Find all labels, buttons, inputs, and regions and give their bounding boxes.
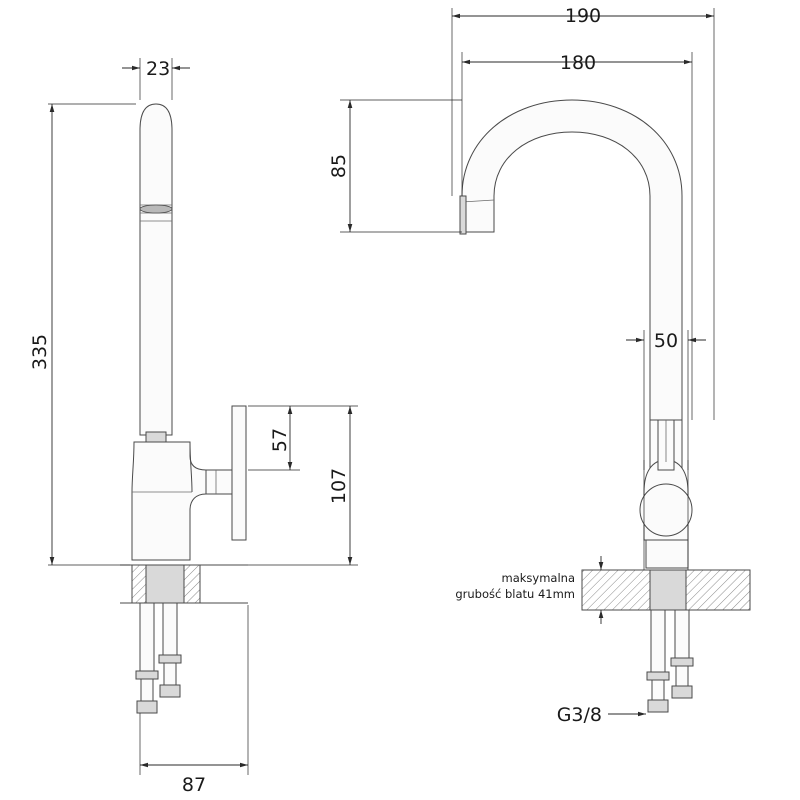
- dimension-23-label: 23: [146, 58, 171, 80]
- dimension-107: [248, 406, 358, 565]
- dimension-335: [29, 104, 136, 565]
- faucet-body-left: [132, 442, 232, 560]
- faucet-body-right: [640, 420, 692, 568]
- dimension-57: [248, 406, 300, 470]
- dimension-57-label: 57: [269, 427, 291, 453]
- worktop-block-right: [582, 570, 750, 610]
- supply-shanks-left: [136, 603, 181, 713]
- worktop-note-line2: grubość blatu 41mm: [455, 587, 575, 601]
- thread-label: G3/8: [556, 704, 602, 726]
- dimension-23: [122, 58, 190, 100]
- dimension-335-label: 335: [29, 333, 51, 371]
- worktop-thickness-note: [455, 556, 601, 624]
- dimension-87-label: 87: [181, 774, 207, 796]
- dimension-50-label: 50: [653, 330, 679, 352]
- dimension-190-label: 190: [564, 5, 602, 27]
- dimension-85: [328, 100, 462, 232]
- supply-shanks-right: [647, 610, 693, 712]
- dimension-107-label: 107: [328, 467, 350, 505]
- left-side-view: [120, 104, 248, 713]
- spout-arc-right: [460, 100, 682, 420]
- right-front-view: [460, 100, 750, 712]
- worktop-block-left: [120, 565, 248, 603]
- lever-handle-left: [206, 406, 246, 540]
- dimension-180-label: 180: [559, 52, 597, 74]
- thread-callout: [557, 704, 646, 726]
- spout-tube-left: [140, 104, 172, 442]
- dimension-85-label: 85: [328, 153, 350, 179]
- worktop-note-line1: maksymalna: [501, 571, 575, 585]
